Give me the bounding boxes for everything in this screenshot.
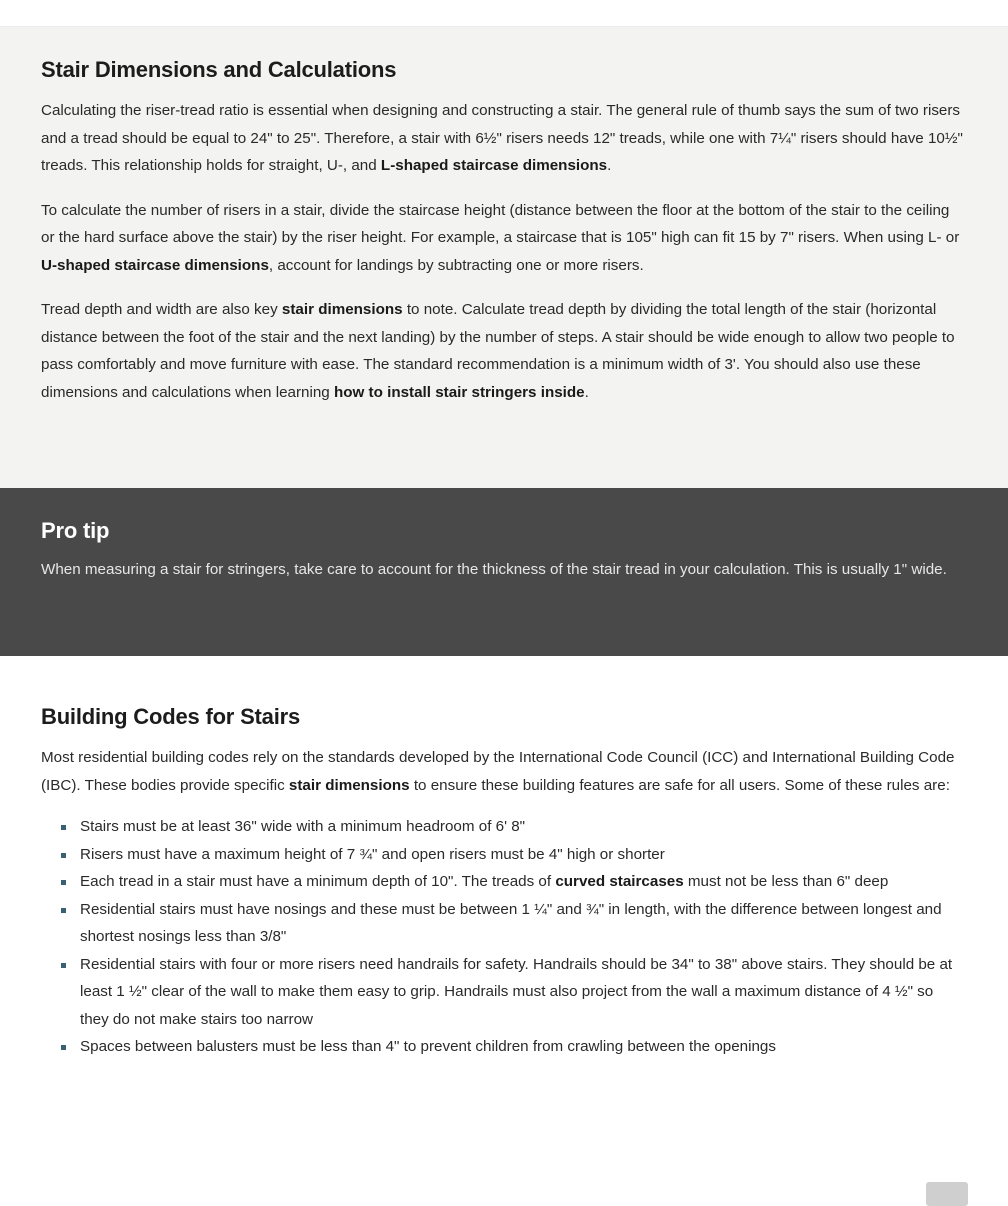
text: . (584, 383, 589, 401)
paragraph-number-of-risers (41, 197, 966, 280)
link-u-shaped-staircase[interactable]: U-shaped staircase dimensions (41, 256, 269, 274)
list-item: Residential stairs with four or more risers need handrails for safety. Handrails should be 34" to 38" above stairs. They should be at least 1 ½" clear of the wall to make them easy to grip. Handrails must also project from the wall a maximum distance of 4 ½" so they do not make stairs too narrow (80, 951, 966, 1034)
text: must not be less than 6" deep (683, 873, 889, 890)
paragraph-riser-tread (41, 97, 966, 180)
link-l-shaped-staircase[interactable]: L-shaped staircase dimensions (380, 157, 608, 174)
top-strip (0, 0, 1008, 27)
list-item: Stairs must be at least 36" wide with a minimum headroom of 6' 8" (80, 813, 966, 841)
text: Tread depth and width are also key (41, 301, 282, 318)
list-item (80, 868, 966, 896)
text: , account for landings by subtracting one or more risers. (268, 256, 644, 274)
list-item: Spaces between balusters must be less than 4" to prevent children from crawling between the openings (80, 1033, 966, 1061)
link-stair-dimensions[interactable]: stair dimensions (288, 776, 410, 794)
pro-tip-text: When measuring a stair for stringers, take care to account for the thickness of the stair tread in your calculation. This is usually 1" wide. (41, 561, 947, 578)
paragraph-building-codes-intro (41, 744, 966, 799)
pro-tip-heading: Pro tip (41, 518, 110, 543)
list-item: Risers must have a maximum height of 7 ¾" and open risers must be 4" high or shorter (80, 841, 966, 869)
text: Most residential building codes rely on the standards developed by the International Code Council (ICC) and International Building Code (IBC). These bodies provide specific (41, 749, 955, 794)
paragraph-tread-depth (41, 296, 966, 406)
text: Calculating the riser-tread ratio is essential when designing and constructing a stair. The general rule of thumb says the sum of two risers and a tread should be equal to 24" to 25". Therefore, a stair with 6½" risers needs 12" treads, while one with 7¼" risers should have 10½" treads. This relationship holds for straight, U-, and (41, 102, 963, 174)
text: . (607, 157, 612, 174)
text: To calculate the number of risers in a stair, divide the staircase height (distance between the floor at the bottom of the stair to the ceiling or the hard surface above the stair) by the riser height. For example, a staircase that is 105" high can fit 15 by 7" risers. When using L- or (41, 201, 960, 246)
section-heading-building-codes: Building Codes for Stairs (41, 704, 301, 729)
building-code-list (41, 813, 966, 1061)
pro-tip-box (0, 488, 1008, 656)
scroll-to-top-button[interactable] (926, 1182, 968, 1206)
stair-dimensions-section (0, 27, 1008, 488)
text: to ensure these building features are safe for all users. Some of these rules are: (409, 776, 950, 794)
link-install-stair-stringers[interactable]: how to install stair stringers inside (333, 383, 585, 401)
link-stair-dimensions[interactable]: stair dimensions (281, 301, 403, 318)
building-codes-section (0, 656, 1008, 1061)
text: to note. Calculate tread depth by dividing the total length of the stair (horizontal distance between the foot of the stair and the next landing) by the number of steps. A stair should be wide enough to allow two people to pass comfortably and move furniture with ease. The standard recommendation is a minimum width of 3'. You should also use these dimensions and calculations when learning (41, 301, 955, 401)
text: Each tread in a stair must have a minimum depth of 10". The treads of (80, 873, 556, 890)
link-curved-staircases[interactable]: curved staircases (555, 873, 684, 890)
list-item: Residential stairs must have nosings and these must be between 1 ¼" and ¾" in length, with the difference between longest and shortest nosings less than 3/8" (80, 896, 966, 951)
section-heading-stair-dimensions: Stair Dimensions and Calculations (41, 57, 397, 82)
